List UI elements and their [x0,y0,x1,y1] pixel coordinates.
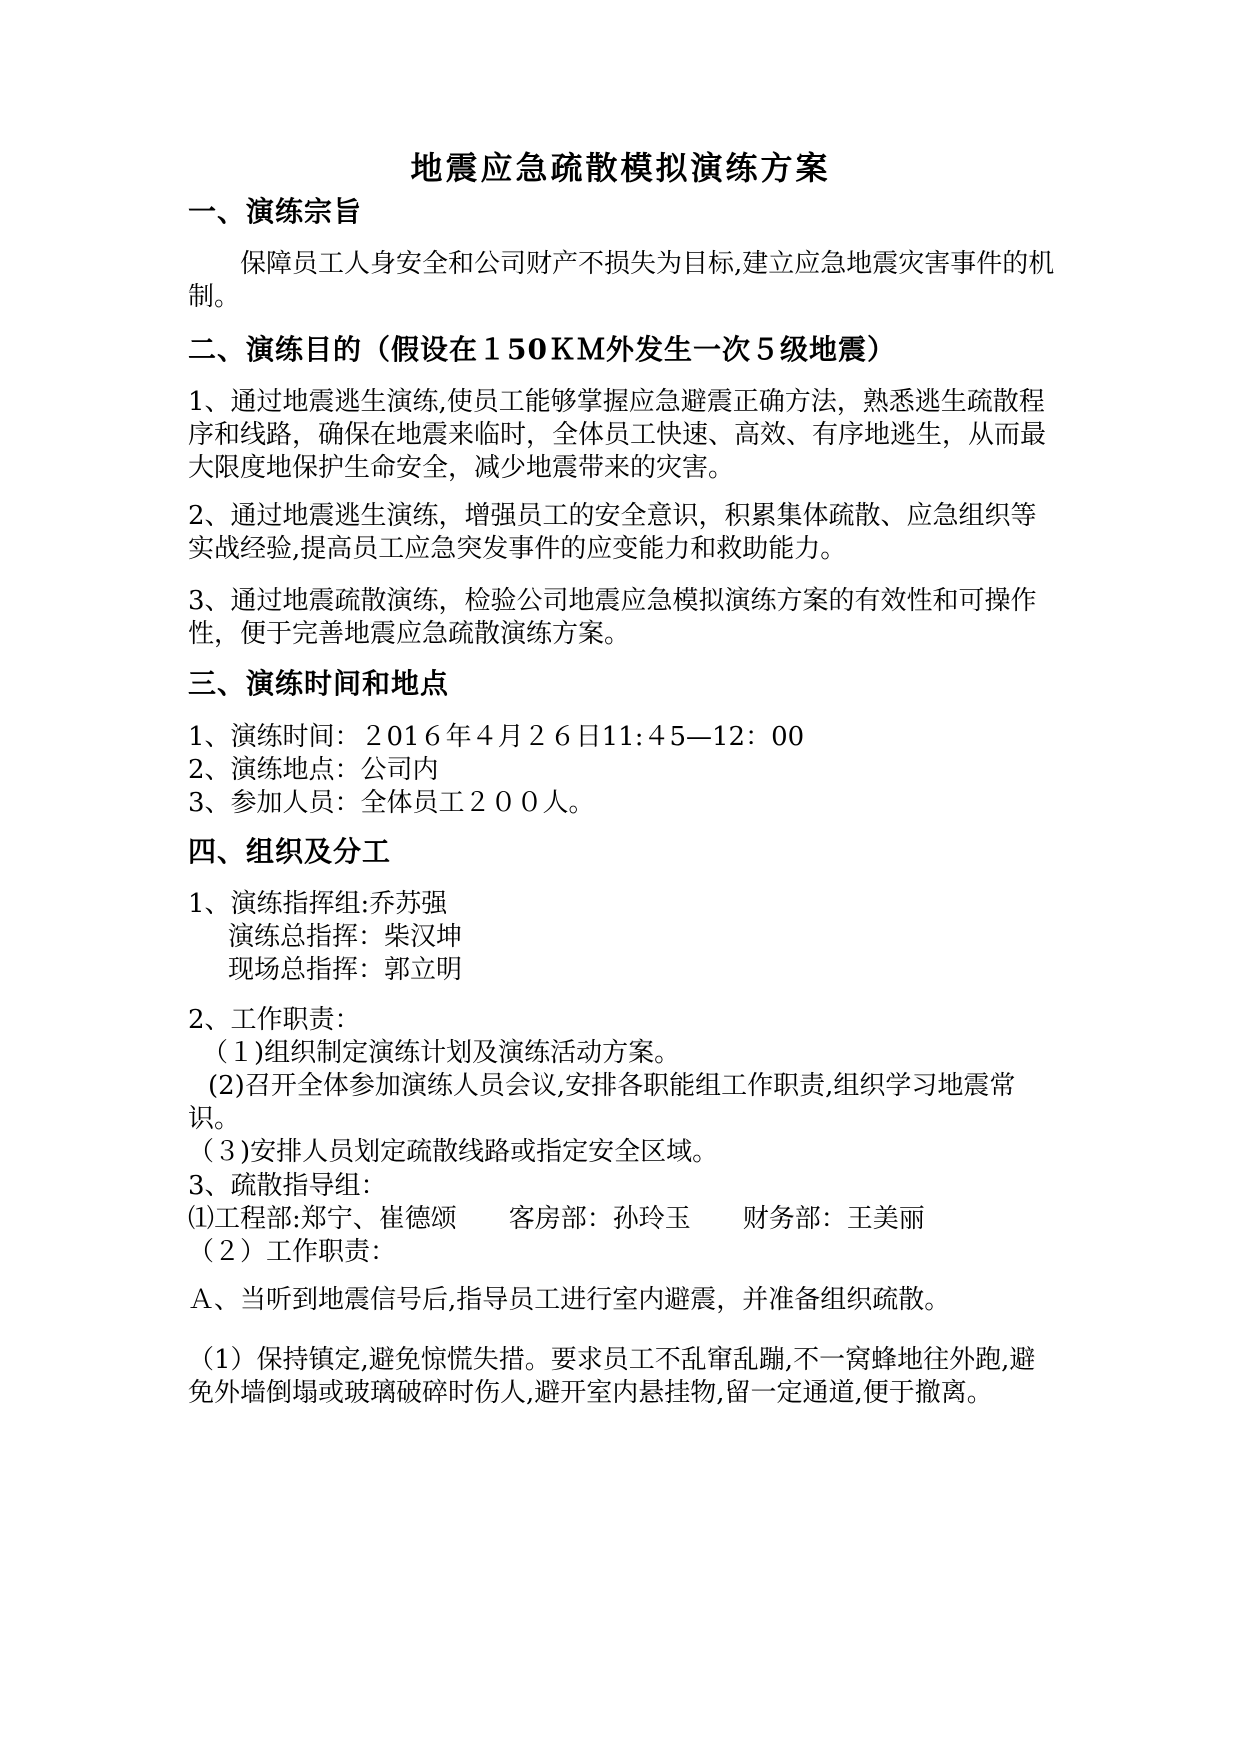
chief-commander-line: 演练总指挥：柴汉坤 [228,922,463,952]
step-a: Ａ、当听到地震信号后,指导员工进行室内避震，并准备组织疏散。 [188,1285,951,1315]
evacuation-group [188,1170,1058,1269]
time-place-list [188,721,1058,820]
drill-time: 1、演练时间：２01６年４月２６日11:４5—12：00 [188,722,805,752]
duty-item-3: （３)安排人员划定疏散线路或指定安全区域。 [188,1137,719,1167]
drill-location: 2、演练地点：公司内 [188,755,439,785]
site-commander-line: 现场总指挥：郭立明 [228,955,463,985]
step-a-item-1: （1）保持镇定,避免惊慌失措。要求员工不乱窜乱蹦,不一窝蜂地往外跑,避免外墙倒塌或玻璃破碎时伤人,避开室内悬挂物,留一定通道,便于撤离。 [188,1345,1036,1408]
section-heading-organization: 四、组织及分工 [188,835,392,868]
section-heading-purpose: 一、演练宗旨 [188,195,363,228]
objective-item-2: 2、通过地震逃生演练，增强员工的安全意识，积累集体疏散、应急组织等实战经验,提高员工应急突发事件的应变能力和救助能力。 [188,501,1037,564]
objective-item-1: 1、通过地震逃生演练,使员工能够掌握应急避震正确方法，熟悉逃生疏散程序和线路，确保在地震来临时，全体员工快速、高效、有序地逃生，从而最大限度地保护生命安全，减少地震带来的灾害。 [188,387,1047,483]
section-heading-time-place: 三、演练时间和地点 [188,667,450,700]
drill-participants: 3、参加人员：全体员工２００人。 [188,788,595,818]
duty-item-1: （１)组织制定演练计划及演练活动方案。 [202,1038,681,1068]
section-heading-objectives: 二、演练目的（假设在１50ＫＭ外发生一次５级地震） [188,333,896,366]
duty-item-2: (2)召开全体参加演练人员会议,安排各职能组工作职责,组织学习地震常识。 [188,1071,1016,1134]
command-group-line: 1、演练指挥组:乔苏强 [188,889,448,919]
document-title: 地震应急疏散模拟演练方案 [410,149,831,187]
objective-item-3: 3、通过地震疏散演练，检验公司地震应急模拟演练方案的有效性和可操作性，便于完善地震应急疏散演练方案。 [188,586,1037,649]
duties-label: 2、工作职责： [188,1005,361,1035]
command-group [188,888,1058,987]
evacuation-duty-label: （２）工作职责： [188,1237,397,1267]
evacuation-label: 3、疏散指导组： [188,1171,387,1201]
evacuation-members: ⑴工程部:郑宁、崔德颂 客房部：孙玲玉 财务部：王美丽 [188,1204,925,1234]
duties-block [188,1004,1058,1169]
purpose-paragraph: 保障员工人身安全和公司财产不损失为目标,建立应急地震灾害事件的机制。 [188,249,1055,312]
